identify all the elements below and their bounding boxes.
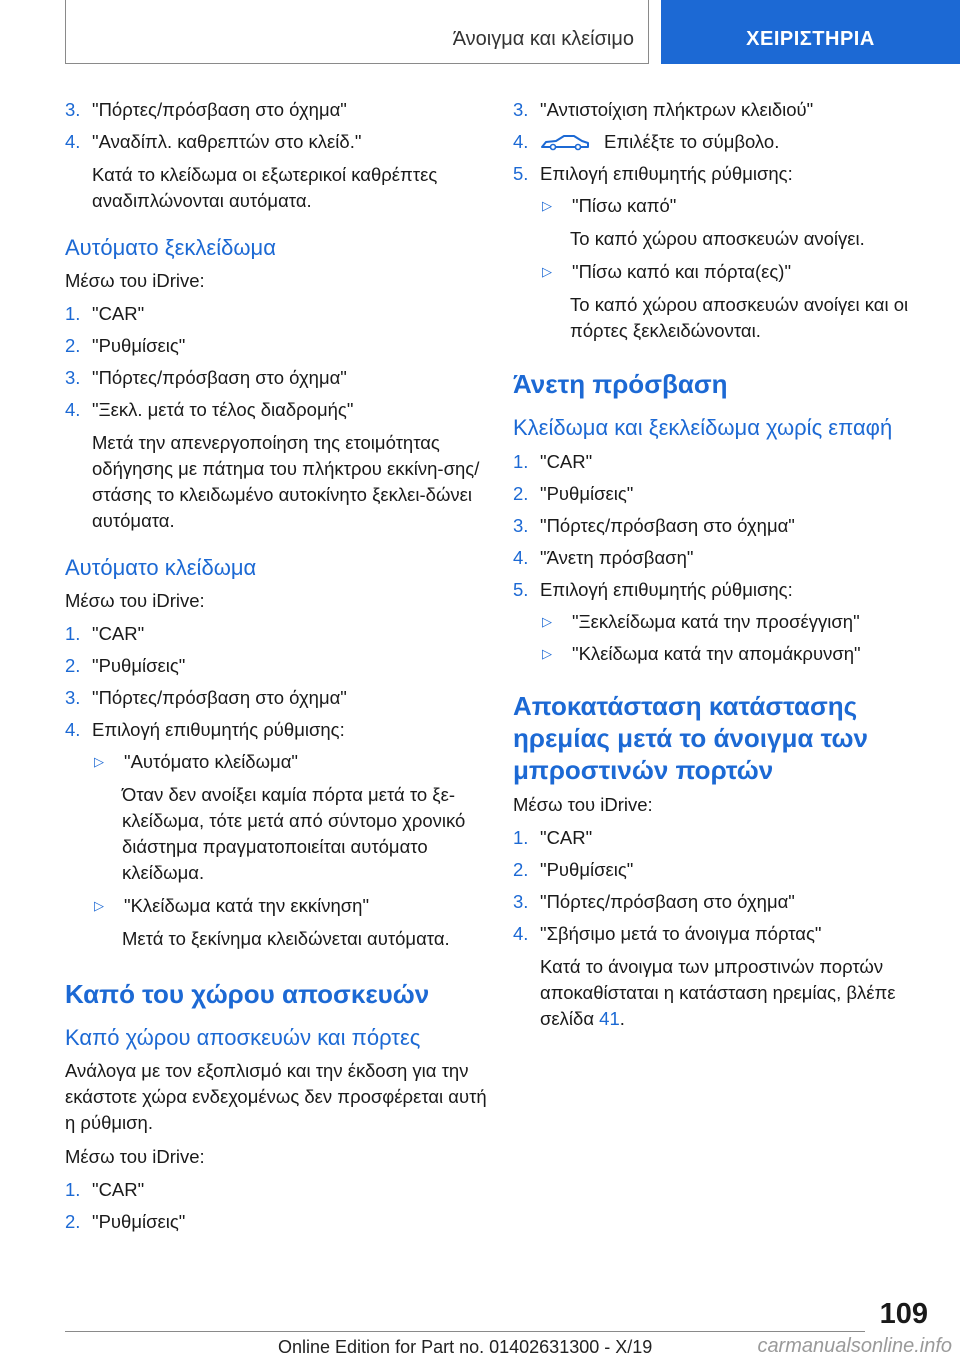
- triangle-bullet-icon: ▷: [542, 198, 552, 213]
- list-item: 4. "Σβήσιμο μετά το άνοιγμα πόρτας": [513, 923, 822, 944]
- list-item: 4. "Ξεκλ. μετά το τέλος διαδρομής": [65, 399, 354, 420]
- list-item: 2. "Ρυθμίσεις": [65, 655, 186, 676]
- heading-trunk: Καπό του χώρου αποσκευών: [65, 979, 430, 1009]
- car-trunk-icon: [540, 135, 590, 151]
- watermark: carmanualsonline.info: [757, 1335, 952, 1357]
- list-item: 1. "CAR": [65, 1179, 145, 1200]
- triangle-bullet-icon: ▷: [542, 646, 552, 661]
- list-item: 3. "Αντιστοίχιση πλήκτρων κλειδιού": [513, 99, 814, 120]
- paragraph: Μετά την απενεργοποίηση της ετοιμότητας οδήγησης με πάτημα του πλήκτρου εκκίνη-σης/στάσης το κλειδωμένο αυτοκίνητο ξεκλει-δώνει αυτόματα.: [92, 432, 480, 531]
- list-item: 5. Επιλογή επιθυμητής ρύθμισης:: [513, 163, 793, 184]
- left-column: [65, 98, 490, 1242]
- list-item: 3. "Πόρτες/πρόσβαση στο όχημα": [65, 99, 347, 120]
- page-reference-link[interactable]: 41: [599, 1008, 620, 1029]
- triangle-bullet-icon: ▷: [542, 614, 552, 629]
- list-item: 2. "Ρυθμίσεις": [513, 483, 634, 504]
- header-chapter-tab[interactable]: [661, 0, 960, 64]
- list-item: 1. "CAR": [65, 623, 145, 644]
- list-item: 2. "Ρυθμίσεις": [513, 859, 634, 880]
- via-idrive: Μέσω του iDrive:: [65, 1146, 205, 1167]
- footer-edition: Online Edition for Part no. 01402631300 - X/19: [278, 1337, 653, 1357]
- list-item: 4. "Αναδίπλ. καθρεπτών στο κλείδ.": [65, 131, 362, 152]
- header-section-title: Άνοιγμα και κλείσιμο: [452, 28, 634, 50]
- list-item: 1. "CAR": [65, 303, 145, 324]
- paragraph: Ανάλογα με τον εξοπλισμό και την έκδοση για την εκάστοτε χώρα ενδεχομένως δεν προσφέρεται αυτή η ρύθμιση.: [65, 1060, 487, 1133]
- heading-auto-unlock: Αυτόματο ξεκλείδωμα: [65, 235, 276, 260]
- list-item: 4. Επιλέξτε το σύμβολο.: [513, 131, 780, 152]
- list-item: 2. "Ρυθμίσεις": [65, 1211, 186, 1232]
- list-item: 4. Επιλογή επιθυμητής ρύθμισης:: [65, 719, 345, 740]
- heading-contactless: Κλείδωμα και ξεκλείδωμα χωρίς επαφή: [513, 415, 893, 440]
- sub-option-description: Το καπό χώρου αποσκευών ανοίγει και οι πόρτες ξεκλειδώνονται.: [570, 294, 909, 341]
- sub-option: ▷ "Κλείδωμα κατά την απομάκρυνση": [542, 643, 861, 664]
- sub-option-description: Το καπό χώρου αποσκευών ανοίγει.: [570, 228, 865, 249]
- header-chapter-title: ΧΕΙΡΙΣΤΗΡΙΑ: [746, 28, 875, 50]
- triangle-bullet-icon: ▷: [542, 264, 552, 279]
- list-item: 3. "Πόρτες/πρόσβαση στο όχημα": [65, 367, 347, 388]
- footer-divider: [65, 1331, 865, 1332]
- via-idrive: Μέσω του iDrive:: [65, 590, 205, 611]
- right-column: [513, 98, 933, 1040]
- sub-option-description: Μετά το ξεκίνημα κλειδώνεται αυτόματα.: [122, 928, 450, 949]
- heading-restore-idle: Αποκατάσταση κατάστασης ηρεμίας μετά το άνοιγμα των μπροστινών πορτών: [513, 691, 868, 785]
- list-item: 3. "Πόρτες/πρόσβαση στο όχημα": [513, 515, 795, 536]
- via-idrive: Μέσω του iDrive:: [513, 794, 653, 815]
- list-item: 4. "Άνετη πρόσβαση": [513, 547, 694, 568]
- sub-option: ▷ "Πίσω καπό": [542, 195, 677, 216]
- paragraph: Κατά το άνοιγμα των μπροστινών πορτών αποκαθίσταται η κατάσταση ηρεμίας, βλέπε σελίδα 41.: [540, 956, 896, 1029]
- list-item: 2. "Ρυθμίσεις": [65, 335, 186, 356]
- list-item: 5. Επιλογή επιθυμητής ρύθμισης:: [513, 579, 793, 600]
- heading-trunk-doors: Καπό χώρου αποσκευών και πόρτες: [65, 1025, 421, 1050]
- sub-option: ▷ "Πίσω καπό και πόρτα(ες)": [542, 261, 792, 282]
- page-number: 109: [879, 1298, 928, 1330]
- sub-option: ▷ "Κλείδωμα κατά την εκκίνηση": [94, 895, 370, 916]
- header-section-box: [65, 0, 649, 64]
- paragraph: Κατά το κλείδωμα οι εξωτερικοί καθρέπτες αναδιπλώνονται αυτόματα.: [92, 164, 438, 211]
- sub-option: ▷ "Αυτόματο κλείδωμα": [94, 751, 298, 772]
- sub-option-description: Όταν δεν ανοίξει καμία πόρτα μετά το ξε-κλείδωμα, τότε μετά από σύντομο χρονικό διάστημα πραγματοποιείται αυτόματο κλείδωμα.: [122, 784, 466, 883]
- list-item: 3. "Πόρτες/πρόσβαση στο όχημα": [65, 687, 347, 708]
- triangle-bullet-icon: ▷: [94, 898, 104, 913]
- sub-option: ▷ "Ξεκλείδωμα κατά την προσέγγιση": [542, 611, 860, 632]
- via-idrive: Μέσω του iDrive:: [65, 270, 205, 291]
- list-item: 3. "Πόρτες/πρόσβαση στο όχημα": [513, 891, 795, 912]
- heading-comfort-access: Άνετη πρόσβαση: [513, 369, 728, 399]
- list-item: 1. "CAR": [513, 451, 593, 472]
- triangle-bullet-icon: ▷: [94, 754, 104, 769]
- list-item: 1. "CAR": [513, 827, 593, 848]
- heading-auto-lock: Αυτόματο κλείδωμα: [65, 555, 257, 580]
